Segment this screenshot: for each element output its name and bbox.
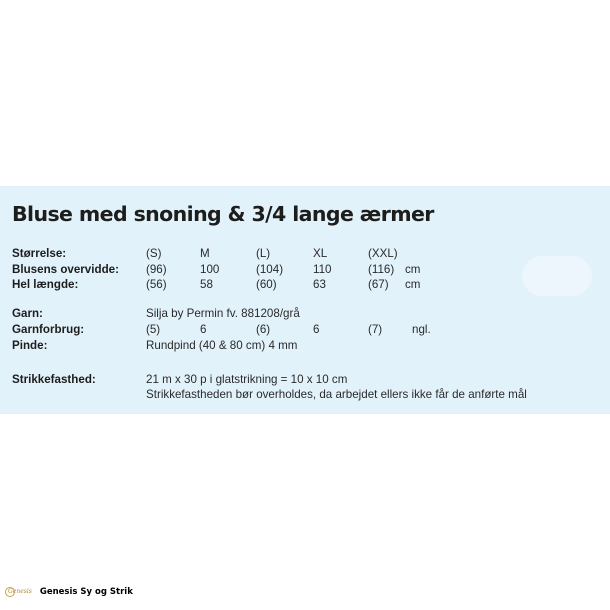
length-value: (56) — [146, 278, 167, 291]
needles-row — [0, 338, 610, 354]
yarn-usage-row — [0, 322, 610, 338]
yarn-usage-value: (7) — [368, 323, 383, 336]
sizes-row — [0, 246, 610, 262]
overwidth-value: (116) — [368, 263, 395, 276]
size-value: XL — [313, 247, 328, 260]
gauge-line-1: 21 m x 30 p i glatstrikning = 10 x 10 cm — [146, 373, 348, 386]
gauge-row — [0, 372, 610, 388]
size-value: (L) — [256, 247, 271, 260]
length-row — [0, 277, 610, 293]
sizes-label: Størrelse: — [12, 247, 67, 260]
yarn-usage-value: 6 — [200, 323, 207, 336]
overwidth-value: 100 — [200, 263, 220, 276]
footer — [8, 585, 133, 599]
length-label: Hel længde: — [12, 278, 79, 291]
yarn-usage-unit: ngl. — [412, 323, 431, 336]
length-unit: cm — [405, 278, 421, 291]
length-value: 58 — [200, 278, 213, 291]
length-value: 63 — [313, 278, 326, 291]
size-value: (XXL) — [368, 247, 398, 260]
needles-value: Rundpind (40 & 80 cm) 4 mm — [146, 339, 298, 352]
yarn-usage-label: Garnforbrug: — [12, 323, 85, 336]
gauge-label: Strikkefasthed: — [12, 373, 96, 386]
overwidth-value: (96) — [146, 263, 167, 276]
length-value: (60) — [256, 278, 277, 291]
size-value: (S) — [146, 247, 162, 260]
needles-label: Pinde: — [12, 339, 48, 352]
yarn-usage-value: (6) — [256, 323, 271, 336]
overwidth-label: Blusens overvidde: — [12, 263, 119, 276]
size-value: M — [200, 247, 210, 260]
yarn-usage-value: 6 — [313, 323, 320, 336]
overwidth-value: 110 — [313, 263, 332, 276]
yarn-label: Garn: — [12, 307, 43, 320]
overwidth-value: (104) — [256, 263, 284, 276]
genesis-logo-icon: Genesis — [8, 588, 32, 595]
length-value: (67) — [368, 278, 389, 291]
pattern-title: Bluse med snoning & 3/4 lange ærmer — [12, 202, 434, 226]
gauge-note-row — [0, 387, 610, 403]
overwidth-unit: cm — [405, 263, 421, 276]
gauge-line-2: Strikkefastheden bør overholdes, da arbejdet ellers ikke får de anførte mål — [146, 388, 527, 401]
yarn-value: Silja by Permin fv. 881208/grå — [146, 307, 300, 320]
brand-name: Genesis Sy og Strik — [39, 587, 133, 597]
yarn-row — [0, 306, 610, 322]
yarn-usage-value: (5) — [146, 323, 161, 336]
overwidth-row — [0, 262, 610, 278]
